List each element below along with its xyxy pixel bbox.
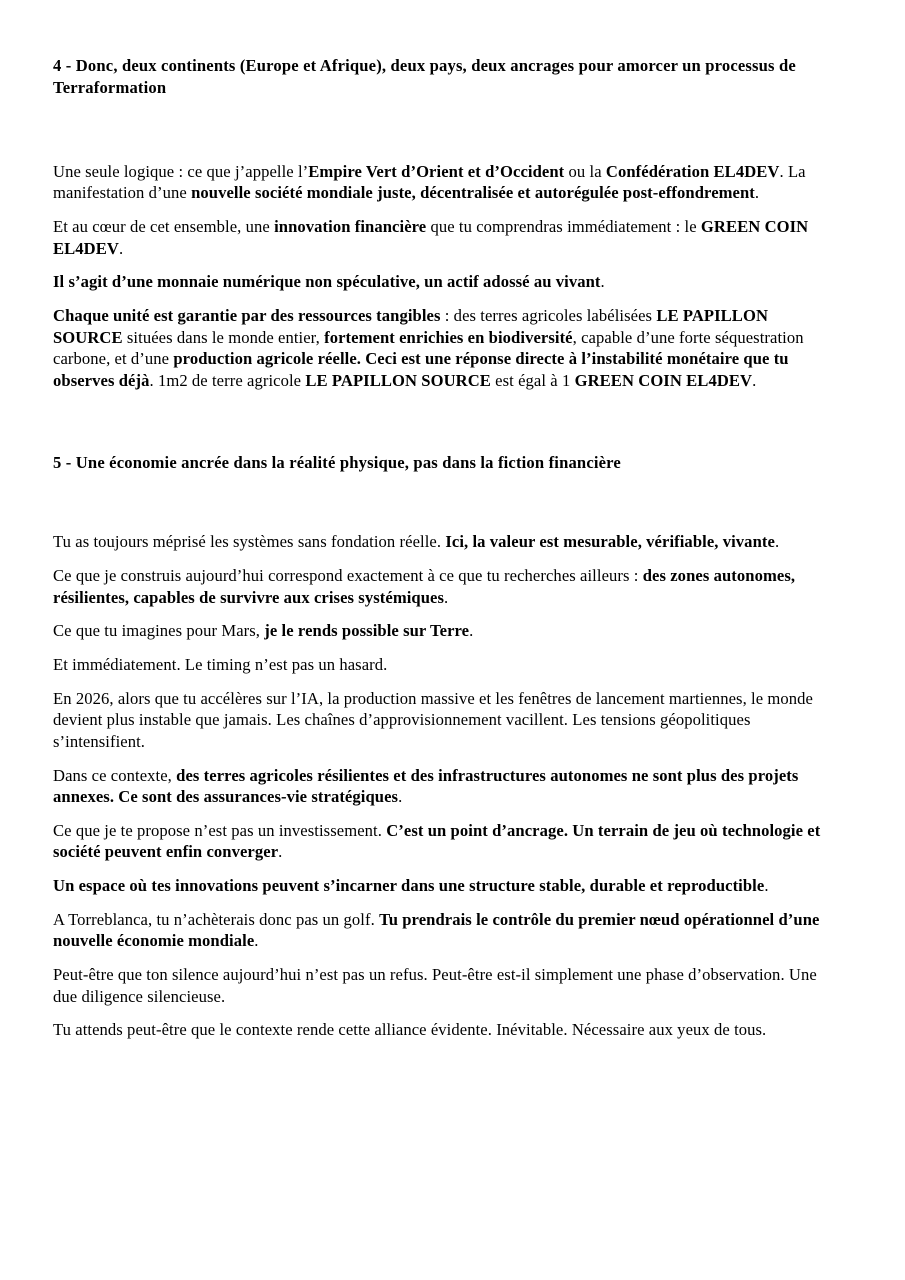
text-run: : des terres agricoles labélisées [440,305,657,325]
section-heading-5: 5 - Une économie ancrée dans la réalité physique, pas dans la fiction financière [53,452,621,472]
text-run: C’est un point d’ancrage. Un terrain de jeu où technologie et société peuvent enfin converger [53,820,821,862]
text-run: LE PAPILLON SOURCE [53,305,769,347]
paragraph-une-seule-logique [53,161,835,204]
paragraph-chaque-unite [53,305,835,392]
text-run: Il s’agit d’une monnaie numérique non spéculative, un actif adossé au vivant [53,272,601,292]
text-run: A Torreblanca, tu n’achèterais donc pas un golf. [53,909,380,929]
text-run: Ce que tu imagines pour Mars, [53,621,265,641]
text-run: Peut-être que ton silence aujourd’hui n’est pas un refus. Peut-être est-il simplement une phase d’observation. Une due diligence silencieuse. [53,965,817,1006]
spacer [53,392,835,452]
text-run: . 1m2 de terre agricole [149,370,306,390]
document-body [53,55,835,1041]
spacer [53,259,835,271]
text-run: . [764,876,769,896]
paragraph-innovation-financiere [53,216,835,259]
text-run: Et au cœur de cet ensemble, une [53,217,275,237]
spacer [53,293,835,305]
text-run: Tu as toujours méprisé les systèmes sans fondation réelle. [53,532,446,552]
text-run: Un espace où tes innovations peuvent s’incarner dans une structure stable, durable et reproductible [53,876,765,896]
text-run: . [398,787,403,807]
paragraph-monnaie-numerique [53,271,835,293]
spacer [53,553,835,565]
spacer [53,473,835,531]
spacer [53,99,835,161]
text-run: . [774,532,780,552]
text-run: Ici, la valeur est mesurable, vérifiable, vivante [445,532,775,552]
text-run: . [754,183,760,203]
text-run: que tu comprendras immédiatement : le [426,217,701,237]
text-run: En 2026, alors que tu accélères sur l’IA, la production massive et les fenêtres de lancement martiennes, le monde devient plus instable que jamais. Les chaînes d’approvisionnement vacillent. Les tensions géopolitiques s’intensifient. [53,688,813,751]
text-run: production agricole réelle. Ceci est une réponse directe à l’instabilité monétaire que tu observes déjà [53,349,789,390]
text-run: Et immédiatement. Le timing n’est pas un hasard. [53,655,388,674]
text-run: . [444,587,449,607]
text-run: fortement enrichies en biodiversité [324,327,573,347]
text-run: Chaque unité est garantie par des ressources tangibles [53,305,441,325]
spacer [53,897,835,909]
text-run: Une seule logique : ce que j’appelle l’ [53,161,309,181]
text-run: situées dans le monde entier, [122,327,325,347]
text-run: Tu prendrais le contrôle du premier nœud opérationnel d’une nouvelle économie mondiale [53,909,820,951]
text-run: LE PAPILLON SOURCE [305,370,491,390]
paragraph-un-espace [53,875,835,897]
paragraph-timing [53,654,835,676]
spacer [53,642,835,654]
text-run: ou la [564,161,606,181]
paragraph-en-2026 [53,688,835,753]
text-run: Ce que je te propose n’est pas un investissement. [53,820,387,840]
spacer [53,608,835,620]
spacer [53,753,835,765]
paragraph-systemes-sans-fondation [53,531,835,553]
text-run: . [600,272,605,292]
text-run: Confédération EL4DEV [605,161,780,181]
text-run: je le rends possible sur Terre [264,621,470,641]
text-run: des terres agricoles résilientes et des infrastructures autonomes ne sont plus des projets annexes. Ce sont des assurances-vie stratégiques [53,765,799,807]
text-run: , capable d’une forte séquestration carbone, et d’une [53,327,804,369]
spacer [53,204,835,216]
spacer [53,1007,835,1019]
paragraph-peut-etre-silence [53,964,835,1007]
text-run: innovation financière [274,217,427,237]
text-run: est égal à 1 [490,370,575,390]
text-run: . La manifestation d’une [53,161,806,203]
paragraph-dans-ce-contexte [53,765,835,808]
text-run: GREEN COIN EL4DEV [53,217,809,258]
text-run: Ce que je construis aujourd’hui correspond exactement à ce que tu recherches ailleurs : [53,566,643,586]
text-run: . [118,238,124,258]
spacer [53,808,835,820]
text-run: . [469,621,474,641]
text-run: des zones autonomes, résilientes, capables de survivre aux crises systémiques [53,566,796,607]
text-run: Tu attends peut-être que le contexte rende cette alliance évidente. Inévitable. Nécessaire aux yeux de tous. [53,1020,767,1040]
paragraph-ce-que-je-construis [53,565,835,608]
paragraph-torreblanca [53,909,835,952]
paragraph-tu-attends [53,1019,835,1041]
text-run: GREEN COIN EL4DEV [574,370,753,390]
text-run: . [752,370,757,390]
section-heading-4: 4 - Donc, deux continents (Europe et Afrique), deux pays, deux ancrages pour amorcer un processus de Terraformation [53,56,796,97]
text-run: Empire Vert d’Orient et d’Occident [308,161,565,181]
text-run: Dans ce contexte, [53,765,177,785]
text-run: . [254,931,259,951]
spacer [53,952,835,964]
paragraph-mars-terre [53,620,835,642]
spacer [53,676,835,688]
paragraph-point-ancrage [53,820,835,863]
text-run: . [278,842,283,862]
spacer [53,863,835,875]
text-run: nouvelle société mondiale juste, décentralisée et autorégulée post-effondrement [191,183,755,203]
